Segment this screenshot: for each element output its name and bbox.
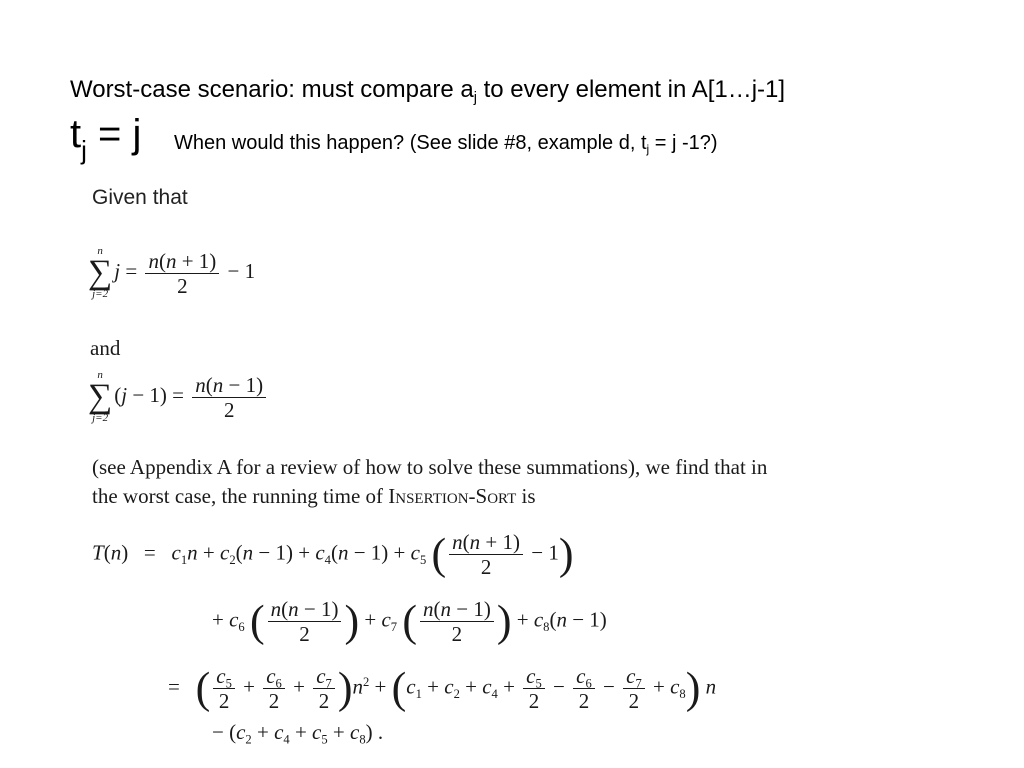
heading-text-suffix: to every element in A[1…j-1]	[476, 76, 786, 103]
given-that-label: Given that	[92, 186, 188, 209]
tn-line-3: = ( $\frac{c_5}{2}$ + $\frac{c_6}{2}$ + $\frac{c_7}{2}$ )$n^2 + (c_1 + c_2 + c_4$ + $\frac{c_5}{2}$ − $\frac{c_6}{2}$ − $\frac{c_7}{2}$ + $c_8$) n	[168, 663, 717, 714]
fraction-c6-over-2: $\frac{c_6}{2}$	[263, 664, 285, 713]
tj-equation	[70, 112, 142, 165]
appendix-line-1: (see Appendix A for a review of how to solve these summations), we find that in	[92, 455, 768, 479]
fraction-n-n-plus-1-over-2: $\frac{n(n + 1)}{2}$	[449, 530, 523, 579]
tn-line-2: + $c_6$ ( $\frac{n(n - 1)}{2}$ ) + $c_7$ ( $\frac{n(n - 1)}{2}$ ) + $c_8(n - 1)$	[212, 596, 607, 647]
fraction-c6-over-2: $\frac{c_6}{2}$	[573, 664, 595, 713]
summation-j-minus-1-equation: n ∑ j=2 (j − 1) = $\frac{n(n - 1)}{2}$	[88, 370, 269, 424]
sigma-symbol: n ∑ j=2	[88, 245, 113, 301]
tn-line-1: $T(n) = c_1n + c_2(n - 1) + c_4(n - 1) + c_5$ ( $\frac{n(n + 1)}{2}$ − 1)	[92, 529, 574, 580]
insertion-sort-name: Insertion-Sort	[388, 484, 517, 508]
tj-equals: = j	[86, 112, 142, 156]
tj-subscript: j	[81, 135, 87, 165]
question-prefix: When would this happen? (See slide #8, example d, t	[174, 132, 647, 154]
fraction-c7-over-2: $\frac{c_7}{2}$	[623, 664, 645, 713]
question-text	[174, 132, 718, 155]
question-subscript: j	[646, 142, 650, 157]
appendix-line-2	[92, 484, 536, 509]
sigma-symbol: n ∑ j=2	[88, 369, 113, 425]
fraction-n-n-minus-1-over-2: $\frac{n(n - 1)}{2}$	[420, 597, 494, 646]
appendix-line-2-suffix: is	[516, 484, 536, 508]
and-label: and	[90, 336, 121, 360]
fraction-c5-over-2: $\frac{c_5}{2}$	[213, 664, 235, 713]
summation-j-equation: n ∑ j=2 j = $\frac{n(n + 1)}{2}$ − 1	[88, 245, 256, 301]
heading-subscript: j	[473, 90, 477, 107]
tn-line-4: − $(c_2 + c_4 + c_5 + c_8)$ .	[212, 720, 384, 747]
slide-heading	[70, 76, 786, 107]
fraction-c7-over-2: $\frac{c_7}{2}$	[313, 664, 335, 713]
question-suffix: = j -1?)	[649, 132, 718, 154]
appendix-line-2-prefix: the worst case, the running time of	[92, 484, 389, 508]
tj-letter: t	[70, 112, 82, 156]
fraction-n-n-minus-1-over-2: $\frac{n(n - 1)}{2}$	[268, 597, 342, 646]
fraction-n-n-minus-1-over-2: $\frac{n(n - 1)}{2}$	[192, 373, 266, 422]
heading-text-prefix: Worst-case scenario: must compare a	[70, 76, 474, 103]
fraction-c5-over-2: $\frac{c_5}{2}$	[523, 664, 545, 713]
fraction-n-n-plus-1-over-2: $\frac{n(n + 1)}{2}$	[145, 249, 219, 298]
